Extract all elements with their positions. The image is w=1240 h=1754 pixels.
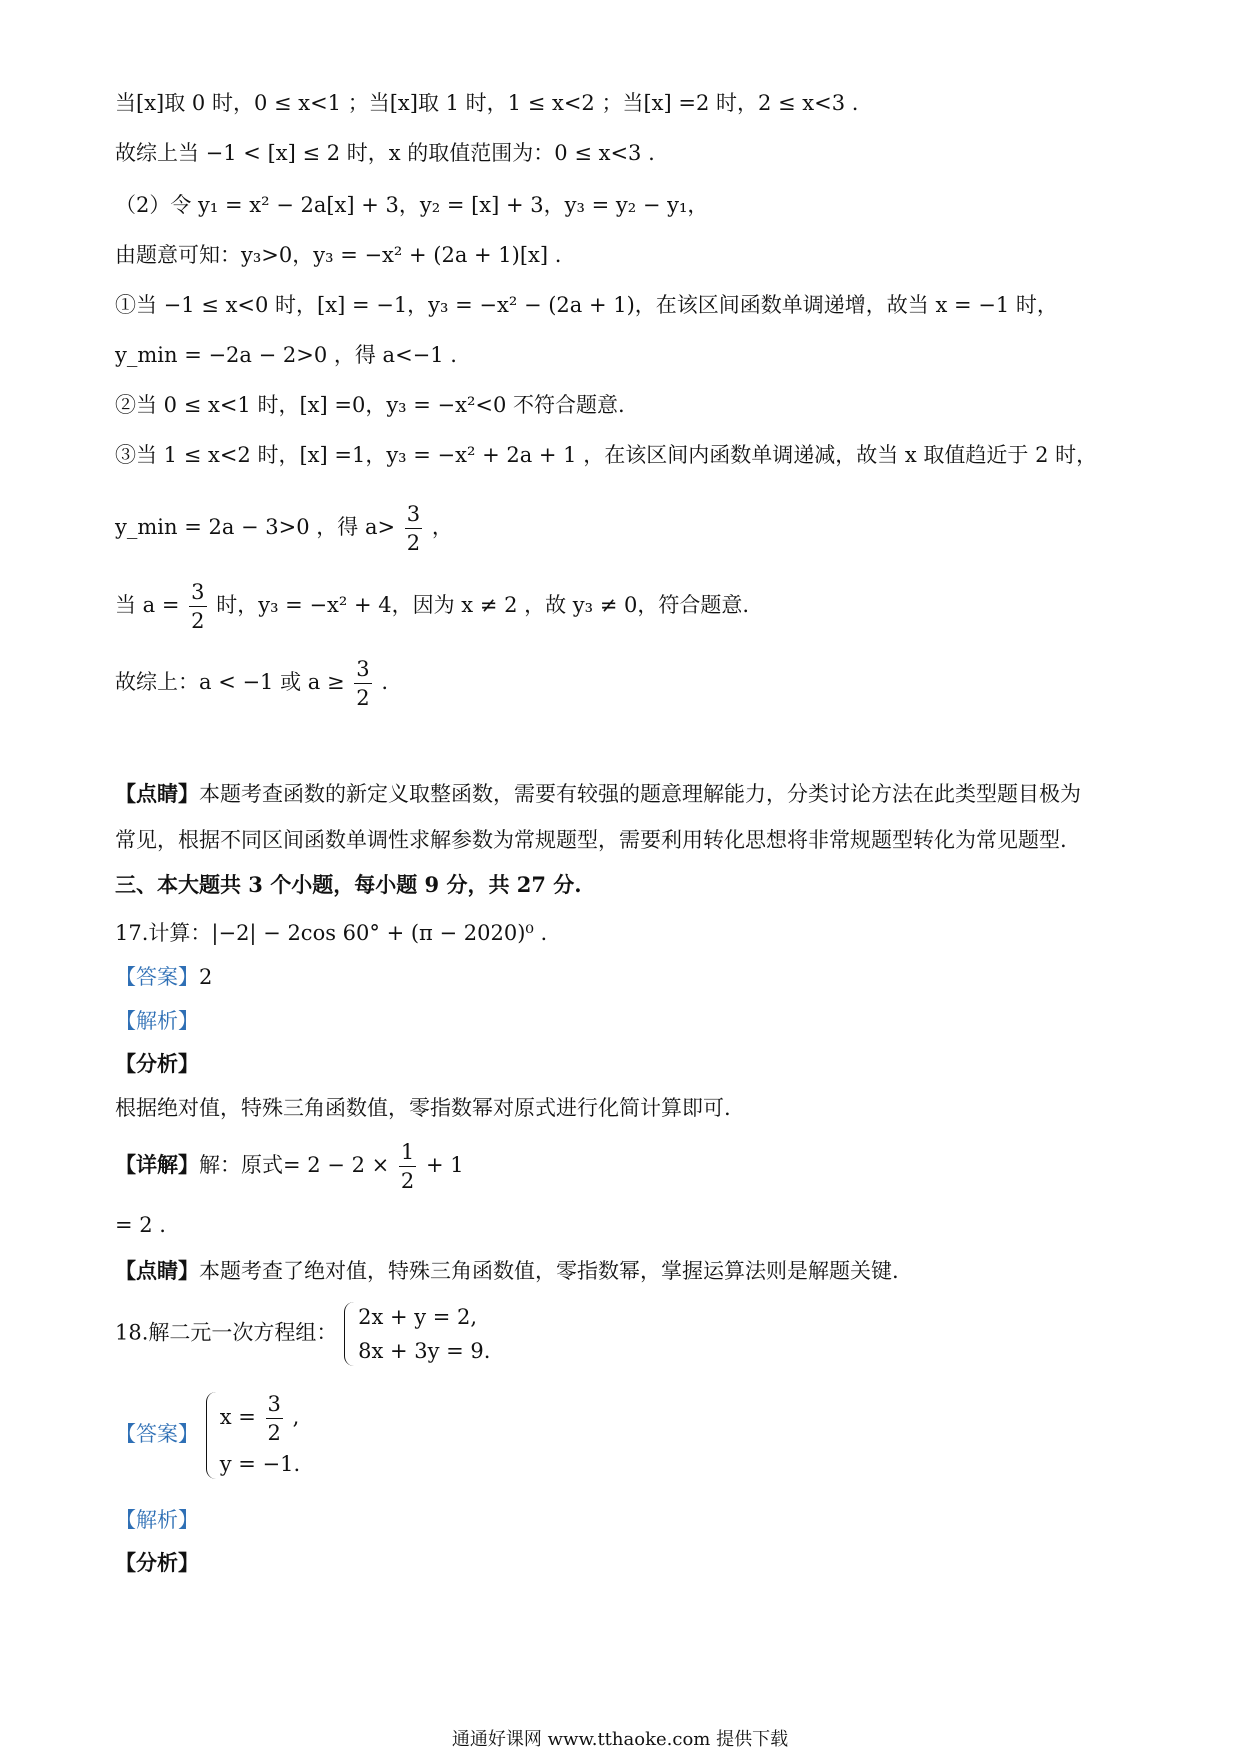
answer-x [220, 1390, 300, 1447]
line-8: ③当 1 ≤ x<2 时，[x] =1，y₃ = −x² + 2a + 1 ，在该区间内函数单调递减，故当 x 取值趋近于 2 时， [115, 443, 1098, 467]
q17-dianjing [115, 1256, 899, 1286]
dianjing-tag: 【点睛】 [115, 781, 199, 806]
q17-answer-line [115, 962, 212, 992]
fraction-denominator: 2 [356, 686, 370, 710]
question-18 [115, 1300, 490, 1368]
dianjing-text: 本题考查函数的新定义取整函数，需要有较强的题意理解能力，分类讨论方法在此类型题目极为 [199, 782, 1081, 806]
fraction-numerator: 3 [405, 500, 422, 529]
line-10-text: 当 a = [115, 593, 180, 617]
q17-xiangjie-tail: + 1 [425, 1153, 464, 1177]
q18-text: 18.解二元一次方程组： [115, 1320, 338, 1345]
line-3: （2）令 y₁ = x² − 2a[x] + 3，y₂ = [x] + 3，y₃ = y₂ − y₁， [115, 193, 709, 217]
xiangjie-tag: 【详解】 [115, 1152, 199, 1177]
line-2: 故综上当 −1 < [x] ≤ 2 时，x 的取值范围为：0 ≤ x<3 . [115, 141, 655, 165]
q17-fenxi: 根据绝对值，特殊三角函数值，零指数幂对原式进行化简计算即可. [115, 1096, 731, 1120]
line-11-tail: . [381, 670, 389, 694]
line-11-text: 故综上：a < −1 或 a ≥ [115, 670, 345, 694]
line-7: ②当 0 ≤ x<1 时，[x] =0，y₃ = −x²<0 不符合题意. [115, 393, 625, 417]
fraction-numerator: 3 [266, 1390, 283, 1419]
answer-x-tail: , [292, 1405, 300, 1429]
footer: 通通好课网 www.tthaoke.com 提供下载 [451, 1729, 789, 1750]
fraction [399, 1138, 416, 1195]
line-9-text: y_min = 2a − 3>0 ，得 a> [115, 515, 396, 539]
line-9-tail: ， [431, 515, 453, 539]
line-4: 由题意可知：y₃>0，y₃ = −x² + (2a + 1)[x] . [115, 243, 562, 267]
q17-xiangjie-line [115, 1138, 464, 1195]
jiexi-tag: 【解析】 [115, 1508, 199, 1532]
q18-answer-line [115, 1390, 300, 1481]
dianjing-line-1 [115, 779, 1081, 809]
answer-tag: 【答案】 [115, 1422, 199, 1446]
answer-x-text: x = [219, 1405, 256, 1429]
dianjing-tag: 【点睛】 [115, 1258, 199, 1283]
section-heading: 三、本大题共 3 个小题，每小题 9 分，共 27 分. [115, 872, 582, 897]
line-1: 当[x]取 0 时，0 ≤ x<1 ；当[x]取 1 时，1 ≤ x<2 ；当[x] =2 时，2 ≤ x<3 . [115, 91, 859, 115]
equation-1: 2x + y = 2, [358, 1305, 478, 1329]
line-9 [115, 500, 453, 557]
q17-dianjing-text: 本题考查了绝对值，特殊三角函数值，零指数幂，掌握运算法则是解题关键. [199, 1259, 899, 1283]
answer-tag: 【答案】 [115, 965, 199, 989]
answer-y: y = −1. [219, 1452, 301, 1476]
line-6: y_min = −2a − 2>0 ，得 a<−1 . [115, 343, 457, 367]
fenxi-tag: 【分析】 [115, 1550, 199, 1575]
fraction-numerator: 3 [189, 578, 206, 607]
answer-system [206, 1390, 300, 1481]
fraction [266, 1390, 283, 1447]
fraction-numerator: 1 [399, 1138, 416, 1167]
q17-xiangjie-text: 解：原式= 2 − 2 × [199, 1153, 390, 1177]
q17-result: = 2 . [115, 1213, 166, 1237]
line-11 [115, 655, 388, 712]
fraction [189, 578, 206, 635]
fraction-denominator: 2 [267, 1421, 281, 1445]
line-10 [115, 578, 749, 635]
line-10-tail: 时，y₃ = −x² + 4，因为 x ≠ 2 ，故 y₃ ≠ 0，符合题意. [216, 593, 750, 617]
fraction [405, 500, 422, 557]
fraction-denominator: 2 [191, 609, 205, 633]
equation-system [344, 1300, 490, 1368]
q17-answer: 2 [199, 965, 213, 989]
fraction-denominator: 2 [406, 531, 421, 555]
dianjing-line-2: 常见，根据不同区间函数单调性求解参数为常规题型，需要利用转化思想将非常规题型转化为常见题型. [115, 828, 1067, 852]
line-5: ①当 −1 ≤ x<0 时，[x] = −1，y₃ = −x² − (2a + 1)，在该区间函数单调递增，故当 x = −1 时， [115, 293, 1058, 317]
fenxi-tag: 【分析】 [115, 1051, 199, 1076]
fraction-denominator: 2 [400, 1169, 415, 1193]
question-17: 17.计算：|−2| − 2cos 60° + (π − 2020)⁰ . [115, 921, 548, 945]
jiexi-tag: 【解析】 [115, 1009, 199, 1033]
equation-2: 8x + 3y = 9. [358, 1339, 491, 1363]
fraction-numerator: 3 [354, 655, 371, 684]
fraction [354, 655, 371, 712]
